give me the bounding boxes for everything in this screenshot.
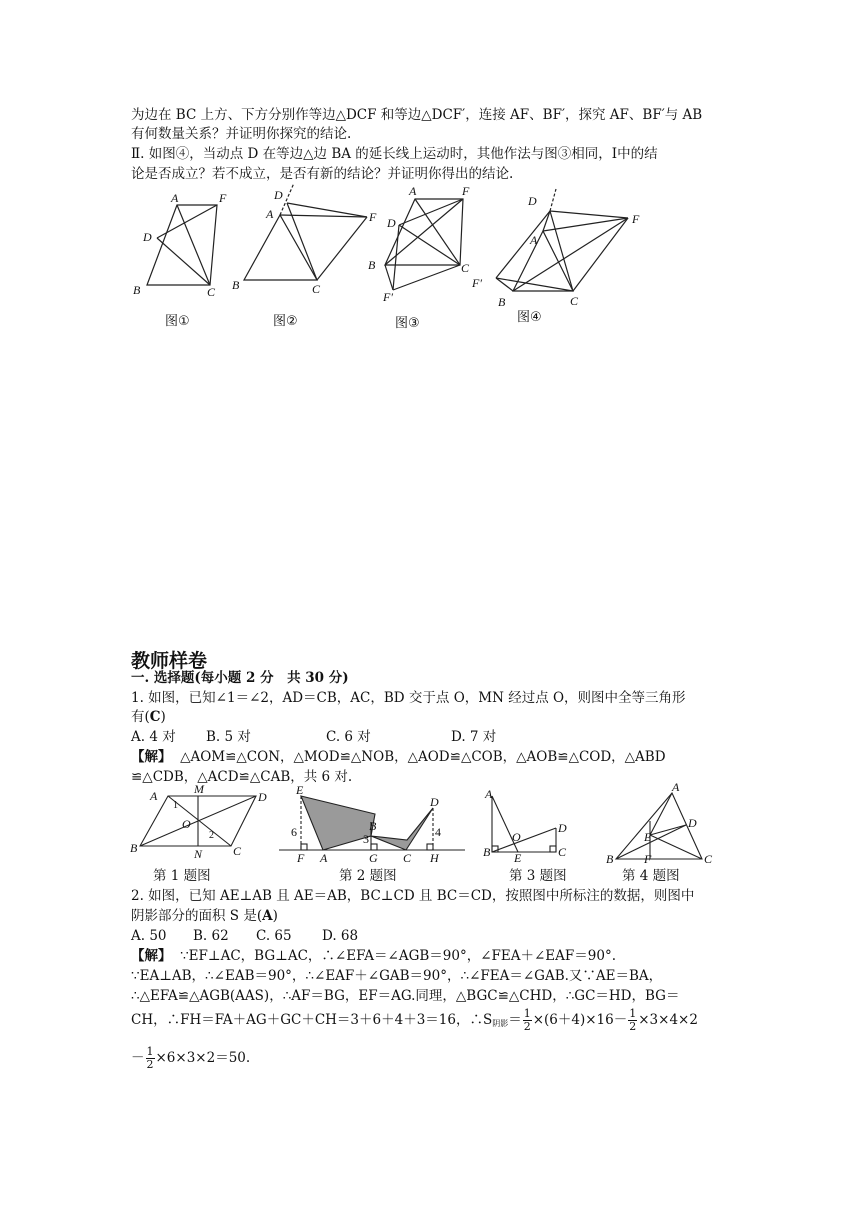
label-A: A xyxy=(266,207,274,221)
numerator: 1 xyxy=(629,1007,637,1020)
svg-text:D: D xyxy=(688,816,697,830)
q1-option-b: B. 5 对 xyxy=(206,729,251,745)
fraction xyxy=(146,1046,155,1071)
label-F-prime: F′ xyxy=(472,276,482,290)
svg-text:H: H xyxy=(430,851,439,865)
q4-figure xyxy=(606,780,716,866)
q1-figure xyxy=(128,782,268,861)
q3-figure xyxy=(478,787,578,865)
solution-text: ×3×4×2 xyxy=(638,1012,698,1028)
figure-caption: 图① xyxy=(165,314,190,329)
label-D: D xyxy=(387,216,396,230)
q2-suffix: ) xyxy=(272,908,278,924)
subscript: 阴影 xyxy=(492,1019,509,1028)
question-text-line: Ⅱ. 如图④，当动点 D 在等边△边 BA 的延长线上运动时，其他作法与图③相同，Ⅰ中的结 xyxy=(131,146,658,162)
svg-text:A: A xyxy=(320,851,328,865)
q2-option-c: C. 65 xyxy=(256,928,292,944)
svg-text:D: D xyxy=(430,795,439,809)
denominator: 2 xyxy=(146,1058,154,1071)
figure-caption: 图③ xyxy=(395,316,420,331)
q1-text xyxy=(131,708,166,726)
svg-text:B: B xyxy=(483,845,491,859)
svg-text:E: E xyxy=(644,830,652,844)
label-B: B xyxy=(498,295,506,309)
svg-text:G: G xyxy=(369,851,378,865)
section-title: 一. 选择题(每小题 2 分 共 30 分) xyxy=(131,670,349,686)
svg-text:N: N xyxy=(194,847,203,861)
svg-text:B: B xyxy=(130,841,138,855)
figure-2 xyxy=(232,185,382,300)
svg-text:3: 3 xyxy=(363,832,369,846)
svg-text:D: D xyxy=(558,821,567,835)
denominator: 2 xyxy=(629,1020,637,1033)
label-F: F xyxy=(369,210,377,224)
numerator: 1 xyxy=(523,1007,531,1020)
q2-solution xyxy=(131,947,616,965)
svg-text:F: F xyxy=(644,852,652,866)
q1-answer: C xyxy=(149,709,161,725)
figure-caption: 第 3 题图 xyxy=(509,868,567,884)
svg-text:C: C xyxy=(704,852,713,866)
solution-text: ×(6＋4)×16－ xyxy=(532,1012,628,1028)
equals: ＝ xyxy=(508,1012,522,1028)
solution-text: ∵EF⊥AC，BG⊥AC，∴∠EFA＝∠AGB＝90°，∠FEA＋∠EAF＝90°. xyxy=(180,948,616,964)
q1-option-d: D. 7 对 xyxy=(451,729,497,745)
label-A: A xyxy=(409,184,417,198)
question-text-line: 论是否成立？若不成立，是否有新的结论？并证明你得出的结论. xyxy=(131,166,514,182)
label-A: A xyxy=(171,191,179,205)
label-B: B xyxy=(133,283,141,297)
svg-text:O: O xyxy=(512,830,521,844)
svg-text:6: 6 xyxy=(291,825,297,839)
svg-text:B: B xyxy=(606,852,614,866)
svg-text:C: C xyxy=(558,845,567,859)
label-C: C xyxy=(312,282,321,296)
q1-prefix: 有( xyxy=(131,709,150,725)
q2-option-b: B. 62 xyxy=(193,928,229,944)
label-F: F xyxy=(462,184,470,198)
solution-text: ×6×3×2＝50. xyxy=(155,1050,251,1066)
svg-text:1: 1 xyxy=(173,800,178,811)
question-text-line: 为边在 BC 上方、下方分别作等边△DCF 和等边△DCF′，连接 AF、BF′，探究 AF、BF′与 AB xyxy=(131,107,703,123)
q1-suffix: ) xyxy=(160,709,166,725)
label-C: C xyxy=(207,285,216,299)
figure-3 xyxy=(365,183,485,308)
svg-text:4: 4 xyxy=(435,825,441,839)
q2-figure xyxy=(275,783,470,865)
solution-text: CH，∴FH＝FA＋AG＋GC＋CH＝3＋6＋4＋3＝16，∴S xyxy=(131,1012,493,1028)
label-A: A xyxy=(530,233,538,247)
q2-answer: A xyxy=(262,908,273,924)
figure-4 xyxy=(468,183,648,313)
svg-text:M: M xyxy=(194,782,204,796)
fraction xyxy=(523,1008,532,1033)
label-F: F xyxy=(219,191,227,205)
label-B: B xyxy=(232,278,240,292)
q2-solution xyxy=(131,1008,698,1033)
q2-text xyxy=(131,907,278,925)
label-F: F xyxy=(632,212,640,226)
q1-solution: ≌△CDB，△ACD≌△CAB，共 6 对. xyxy=(131,769,353,785)
label-D: D xyxy=(528,194,537,208)
figure-1 xyxy=(125,190,235,300)
q2-solution xyxy=(131,1046,250,1071)
svg-text:2: 2 xyxy=(209,830,214,841)
figure-caption: 图④ xyxy=(517,310,542,325)
q1-option-c: C. 6 对 xyxy=(326,729,371,745)
q1-solution xyxy=(131,748,666,766)
figure-caption: 第 4 题图 xyxy=(622,868,680,884)
q1-option-a: A. 4 对 xyxy=(131,729,176,745)
section-heading: 教师样卷 xyxy=(131,650,208,672)
q2-prefix: 阴影部分的面积 S 是( xyxy=(131,908,263,924)
svg-text:C: C xyxy=(403,851,412,865)
svg-text:A: A xyxy=(485,787,493,801)
svg-text:D: D xyxy=(258,790,267,804)
label-F-prime: F′ xyxy=(383,290,393,304)
q2-solution: ∴△EFA≌△AGB(AAS)，∴AF＝BG，EF＝AG.同理，△BGC≌△CHD，∴GC＝HD，BG＝ xyxy=(131,988,680,1004)
figure-caption: 图② xyxy=(273,314,298,329)
svg-text:F: F xyxy=(297,851,305,865)
label-D: D xyxy=(143,230,152,244)
figure-caption: 第 2 题图 xyxy=(339,868,397,884)
svg-text:O: O xyxy=(182,817,191,831)
svg-text:C: C xyxy=(233,844,242,858)
q2-solution: ∵EA⊥AB，∴∠EAB＝90°，∴∠EAF＋∠GAB＝90°，∴∠FEA＝∠GAB.又∵AE＝BA， xyxy=(131,968,663,984)
numerator: 1 xyxy=(146,1045,154,1058)
q1-text: 1. 如图，已知∠1＝∠2，AD＝CB，AC，BD 交于点 O，MN 经过点 O，则图中全等三角形 xyxy=(131,690,686,706)
svg-text:E: E xyxy=(296,783,304,797)
figure-caption: 第 1 题图 xyxy=(153,868,211,884)
svg-text:B: B xyxy=(369,819,377,833)
q2-text: 2. 如图，已知 AE⊥AB 且 AE＝AB，BC⊥CD 且 BC＝CD，按照图中所标注的数据，则图中 xyxy=(131,888,695,904)
fraction xyxy=(628,1008,637,1033)
q2-option-d: D. 68 xyxy=(322,928,359,944)
minus: － xyxy=(131,1050,145,1066)
label-C: C xyxy=(570,294,579,308)
svg-text:E: E xyxy=(514,851,522,865)
svg-text:A: A xyxy=(672,780,680,794)
solution-text: △AOM≌△CON，△MOD≌△NOB，△AOD≌△COB，△AOB≌△COD，△ABD xyxy=(180,749,666,765)
question-text-line: 有何数量关系？并证明你探究的结论. xyxy=(131,126,352,142)
svg-text:A: A xyxy=(150,789,158,803)
label-D: D xyxy=(274,188,283,202)
solution-tag: 【解】 xyxy=(131,948,172,964)
denominator: 2 xyxy=(523,1020,531,1033)
label-B: B xyxy=(368,258,376,272)
label-C: C xyxy=(461,261,470,275)
solution-tag: 【解】 xyxy=(131,749,172,765)
q2-option-a: A. 50 xyxy=(131,928,167,944)
